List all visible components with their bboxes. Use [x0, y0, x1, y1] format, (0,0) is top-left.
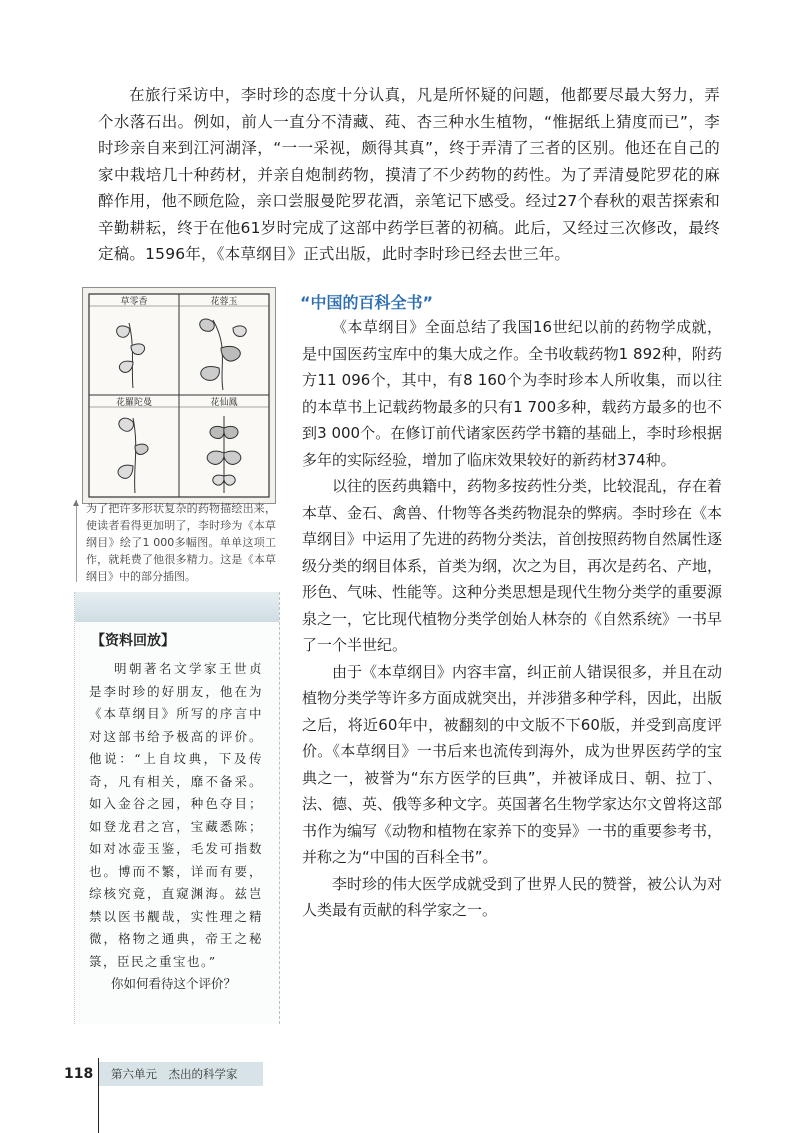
figure-label-3: 花羅陀曼 — [115, 398, 153, 408]
intro-text-block — [98, 82, 720, 268]
sidebar-question: 你如何看待这个评价？ — [111, 976, 237, 991]
sidebar-box — [74, 592, 280, 1024]
herbal-illustration — [82, 287, 276, 504]
body-paragraph-1: 《本草纲目》全面总结了我国16世纪以前的药物学成就，是中国医药宝库中的集大成之作。全书收载药物1 892种，附药方11 096个，其中，有8 160个为李时珍本人所收集，而以往的本草书上记载药物最多的只有1 700多种，载药方最多的也不到3 000个。在修订前代诸家医药学书籍的基础上，李时珍根据多年的实际经验，增加了临床效果较好的新药材374种。 — [302, 318, 722, 469]
sidebar-title: 【资料回放】 — [91, 633, 175, 649]
body-paragraph-2: 以往的医药典籍中，药物多按药性分类，比较混乱，存在着本草、金石、禽兽、什物等各类药物混杂的弊病。李时珍在《本草纲目》中运用了先进的药物分类法，首创按照药物自然属性逐级分类的纲目体系，首类为纲，次之为目，再次是药名、产地，形色、气味、性能等。这种分类思想是现代生物分类学的重要源泉之一，它比现代植物分类学创始人林奈的《自然系统》一书早了一个半世纪。 — [302, 477, 723, 654]
section-body — [302, 314, 722, 924]
sidebar-header-band — [75, 592, 279, 622]
page-number: 118 — [64, 1066, 94, 1082]
intro-paragraph: 在旅行采访中，李时珍的态度十分认真，凡是所怀疑的问题，他都要尽最大努力，弄个水落石出。例如，前人一直分不清藏、莼、杏三种水生植物，“惟据纸上猜度而已”，李时珍亲自来到江河湖泽，“一一采视，颇得其真”，终于弄清了三者的区别。他还在自己的家中栽培几十种药材，并亲自炮制药物，摸清了不少药物的药性。为了弄清曼陀罗花的麻醉作用，他不顾危险，亲口尝服曼陀罗花酒，亲笔记下感受。经过27个春秋的艰苦探索和辛勤耕耘，终于在他61岁时完成了这部中药学巨著的初稿。此后，又经过三次修改，最终定稿。1596年，《本草纲目》正式出版，此时李时珍已经去世三年。 — [98, 86, 720, 263]
body-paragraph-3: 由于《本草纲目》内容丰富，纠正前人错误很多，并且在动植物分类学等许多方面成就突出，并涉猎多种学科，因此，出版之后，将近60年中，被翻刻的中文版不下60版，并受到高度评价。《本草纲目》一书后来也流传到海外，成为世界医药学的宝典之一，被誉为“东方医学的巨典”，并被译成日、朝、拉丁、法、德、英、俄等多种文字。英国著名生物学家达尔文曾将这部书作为编写《动物和植物在家养下的变异》一书的重要参考书，并称之为“中国的百科全书”。 — [302, 662, 723, 866]
sidebar-quote: 明朝著名文学家王世贞是李时珍的好朋友，他在为《本草纲目》所写的序言中对这部书给予极高的评价。他说：“上自坟典，下及传奇，凡有相关，靡不备采。如入金谷之园，种色夺目；如登龙君之宫，宝藏悉陈；如对冰壶玉鉴，毛发可指数也。博而不繁，详而有要，综核究竟，直窥渊海。兹岂禁以医书觏哉，实性理之精微，格物之通典，帝王之秘箓，臣民之重宝也。” — [89, 661, 263, 969]
caption-marker — [76, 500, 77, 582]
figure-label-4: 花仙鳳 — [210, 398, 238, 408]
unit-label: 第六单元 杰出的科学家 — [99, 1062, 263, 1086]
figure-caption: 为了把许多形状复杂的药物描绘出来，使读者看得更加明了，李时珍为《本草纲目》绘了1 000多幅图。单单这项工作，就耗费了他很多精力。这是《本草纲目》中的部分插图。 — [86, 502, 276, 583]
body-paragraph-4: 李时珍的伟大医学成就受到了世界人民的赞誉，被公认为对人类最有贡献的科学家之一。 — [302, 874, 723, 919]
figure-label-2: 花蓉玉 — [210, 297, 238, 307]
figure-label-1: 草零香 — [120, 297, 148, 307]
section-title: “中国的百科全书” — [300, 293, 434, 312]
herbal-illustration-drawing — [83, 288, 275, 503]
